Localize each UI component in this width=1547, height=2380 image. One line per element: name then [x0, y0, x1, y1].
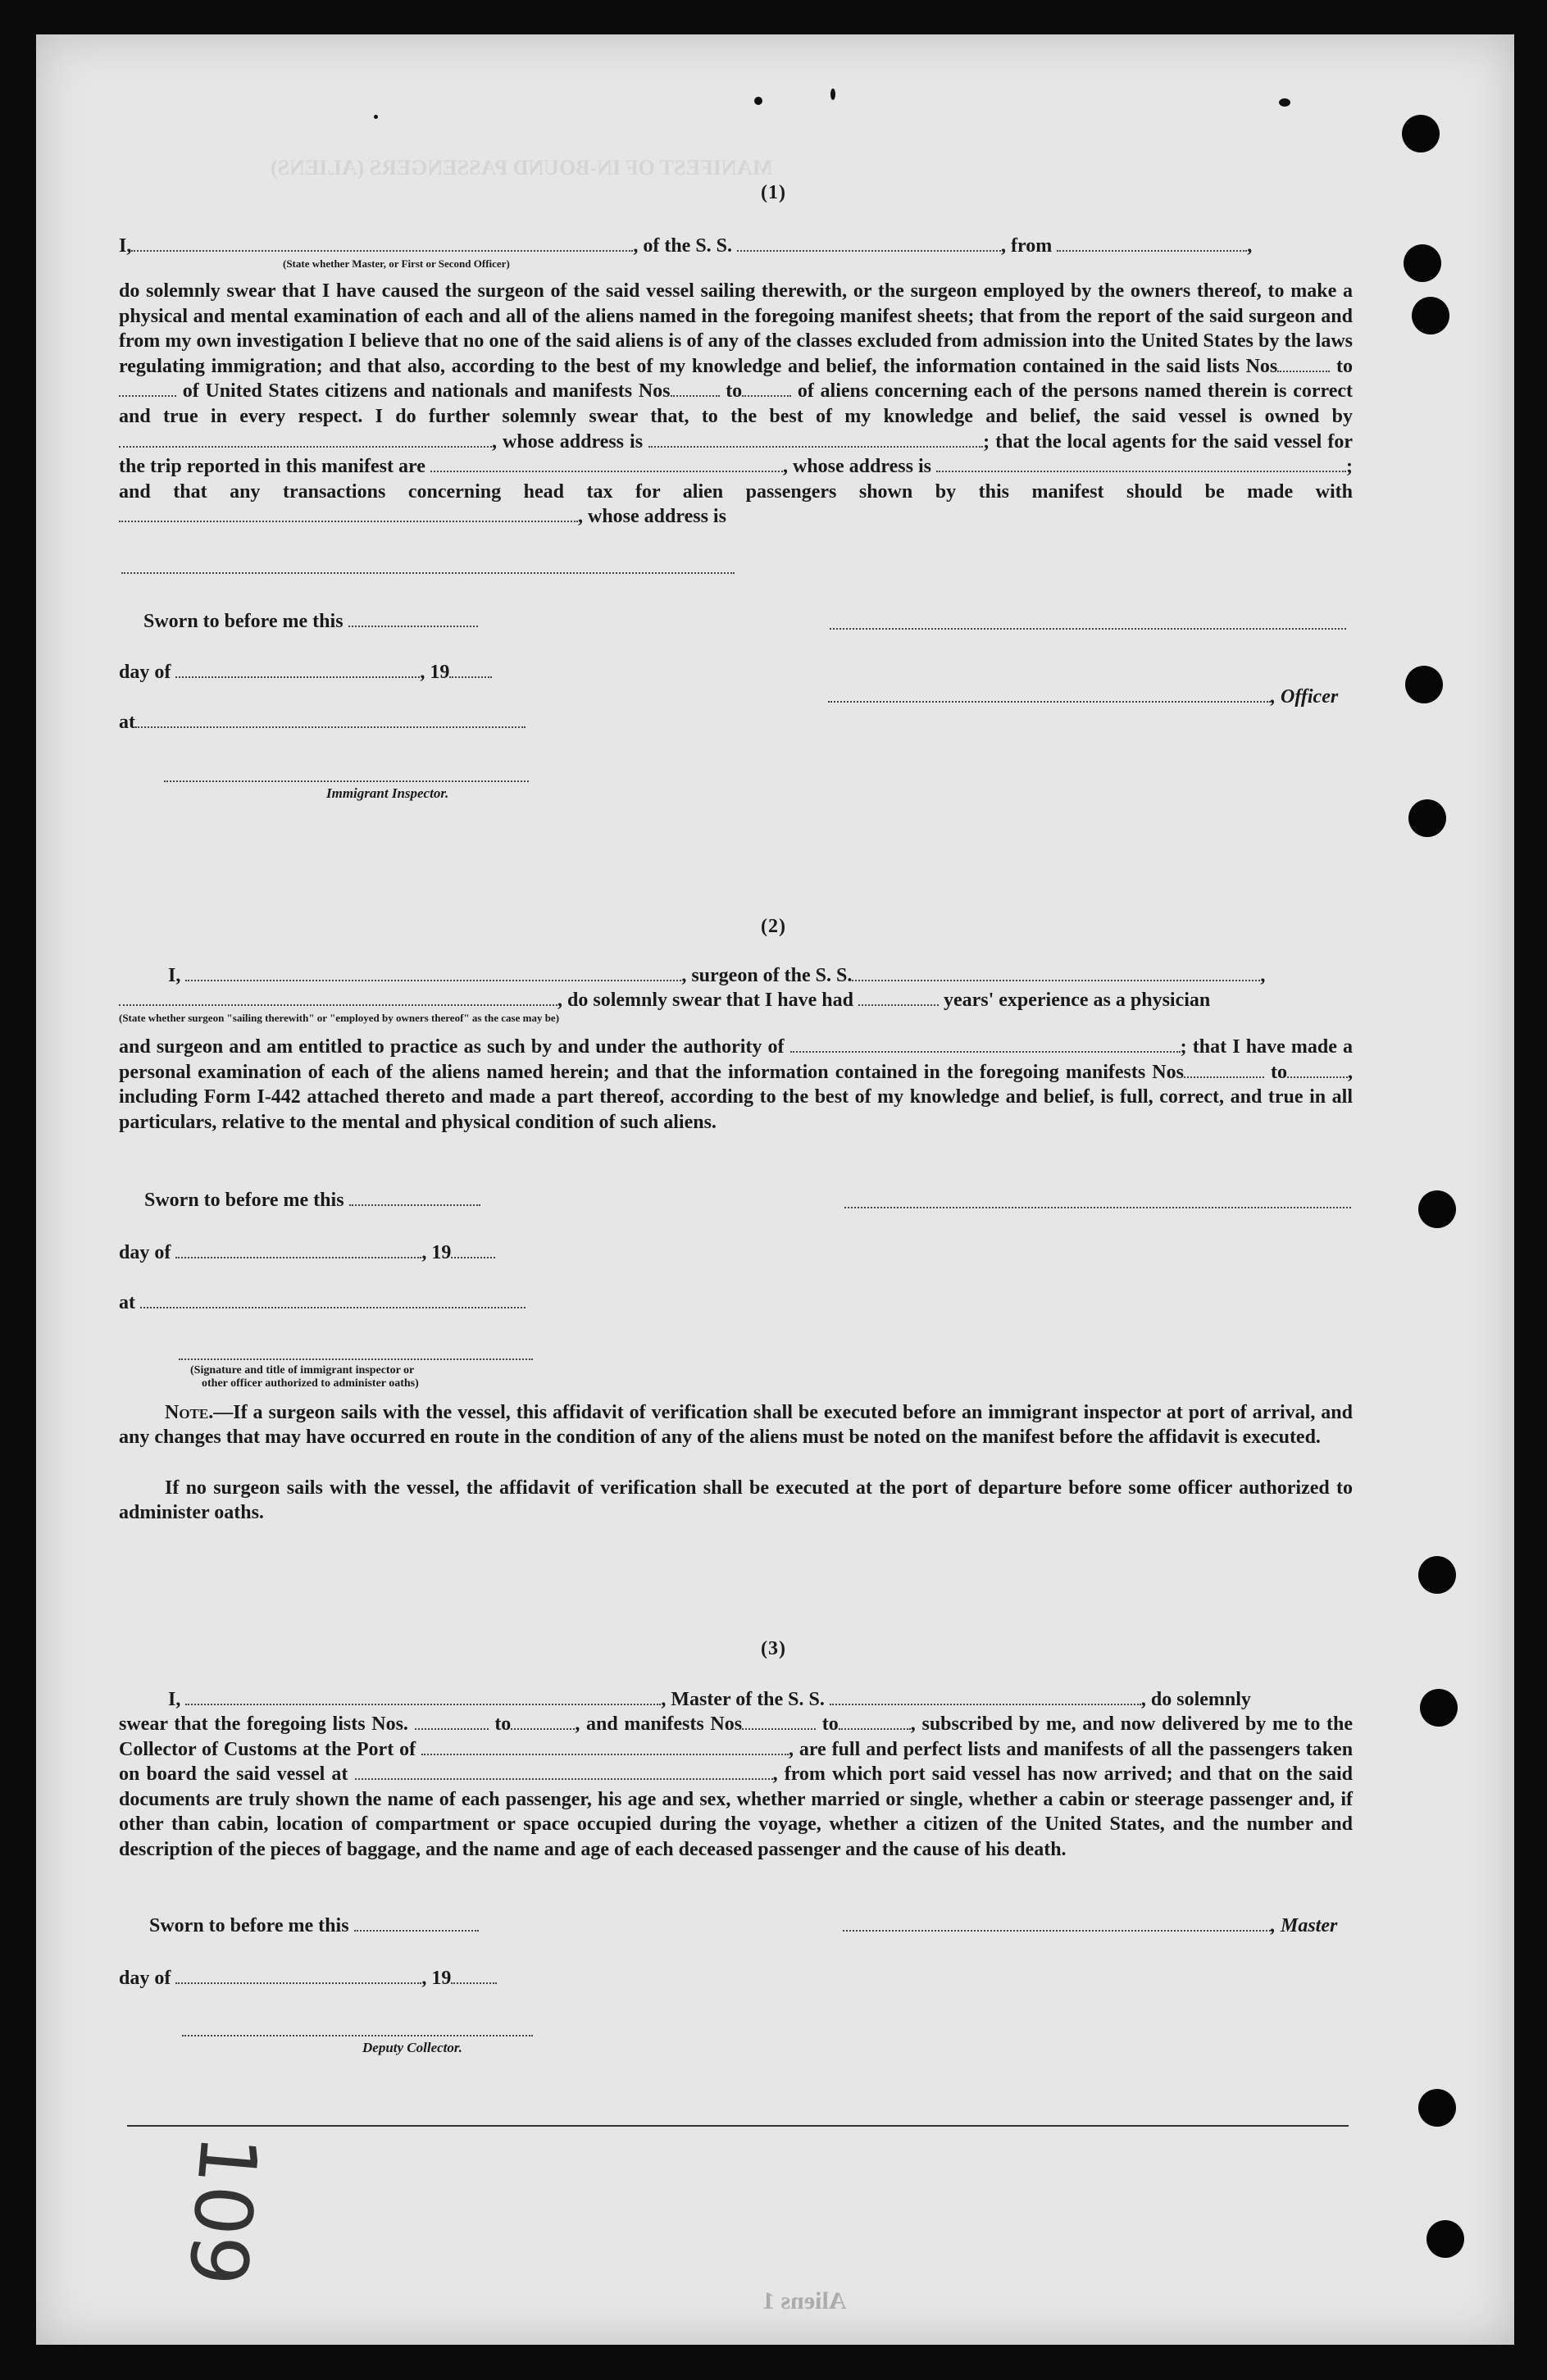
section-2-note-2: If no surgeon sails with the vessel, the affidavit of verification shall be executed at the port of departure before some officer authorized to administer oaths.	[119, 1477, 1353, 1523]
section-3-master-line: , Master	[843, 1914, 1337, 1937]
handwritten-page-number: 109	[170, 2131, 275, 2290]
bleed-through-heading: MANIFEST OF IN-BOUND PASSENGERS (ALIENS)	[271, 156, 773, 180]
section-1-number: (1)	[761, 182, 786, 203]
section-1-at: at	[119, 710, 526, 734]
section-2-day-of: day of , 19	[119, 1240, 495, 1264]
section-1-opening-line: I, , of the S. S. , from ,	[119, 235, 1253, 257]
section-1-address-line	[121, 571, 735, 574]
bleed-through-footer: Aliens 1	[762, 2287, 847, 2314]
section-2-sig-caption-2: other officer authorized to administer oaths)	[202, 1377, 419, 1390]
section-2-at: at	[119, 1290, 526, 1314]
section-2-surgeon-signature-line[interactable]	[844, 1205, 1351, 1208]
section-3-opening-line: I, , Master of the S. S. , do solemnly	[168, 1689, 1251, 1710]
binder-hole	[1404, 244, 1441, 282]
binder-hole	[1418, 2089, 1456, 2127]
section-1-sworn: Sworn to before me this	[143, 609, 478, 633]
section-2-second-line: , do solemnly swear that I have had years' experience as a physician	[119, 988, 1353, 1013]
section-3-deputy-caption: Deputy Collector.	[362, 2040, 462, 2055]
section-1-officer-signature-line[interactable]	[830, 626, 1346, 630]
speck	[374, 115, 378, 119]
section-2-body: and surgeon and am entitled to practice as such by and under the authority of ; that I have made a personal examination of each of the aliens named herein; and that the information contained in the foregoing manifests Nos to , including Form I-442 attached thereto and made a part thereof, according to the best of my knowledge and belief, is full, correct, and true in all particulars, relative to the mental and physical condition of such aliens.	[119, 1036, 1354, 1133]
binder-hole	[1408, 799, 1446, 837]
speck	[754, 97, 762, 105]
section-1-officer-line: , Officer	[828, 685, 1338, 708]
binder-hole	[1405, 666, 1443, 703]
section-3-body: swear that the foregoing lists Nos. to , and manifests Nos to , subscribed by me, and now delivered by me to the Collector of Customs at the Port of , are full and perfect lists and manifests of all the passengers taken on board the said vessel at , from which port said vessel has now arrived; and that on the said documents are truly shown the name of each passenger, his age and sex, whether married or single, whether a cabin or steerage passenger and, if other than cabin, location of compartment or space occupied during the voyage, whether a citizen of the United States, and the number and description of the pieces of baggage, and the name and age of each deceased passenger and the cause of his death.	[119, 1713, 1354, 1860]
section-2-sig-caption-1: (Signature and title of immigrant inspector or	[190, 1364, 415, 1377]
section-1-inspector-caption: Immigrant Inspector.	[326, 785, 449, 801]
section-1-inspector-signature-line[interactable]	[164, 779, 529, 782]
section-2-number: (2)	[761, 916, 786, 937]
section-3-collector-signature-line[interactable]	[182, 2033, 533, 2036]
bottom-rule	[127, 2125, 1349, 2127]
section-1-role-caption: (State whether Master, or First or Second Officer)	[283, 257, 510, 270]
section-2-opening-line: I, , surgeon of the S. S. ,	[168, 965, 1266, 986]
binder-hole	[1426, 2220, 1464, 2258]
section-3-day-of: day of , 19	[119, 1966, 497, 1990]
binder-hole	[1418, 1556, 1456, 1594]
section-2-note: Note.—If a surgeon sails with the vessel, this affidavit of verification shall be executed before an immigrant inspector at port of arrival, and any changes that may have occurred en route in the condition of any of the aliens must be noted on the manifest before the affidavit is executed.	[119, 1402, 1353, 1448]
section-3-sworn: Sworn to before me this	[149, 1914, 479, 1937]
binder-hole	[1420, 1689, 1458, 1727]
section-2-role-caption: (State whether surgeon "sailing therewith" or "employed by owners thereof" as the case may be)	[119, 1012, 560, 1024]
section-2-sworn: Sworn to before me this	[144, 1188, 480, 1212]
binder-hole	[1412, 297, 1449, 334]
binder-hole	[1418, 1190, 1456, 1228]
section-3-number: (3)	[761, 1638, 786, 1659]
speck	[830, 89, 835, 100]
section-1-day-of: day of , 19	[119, 660, 492, 684]
section-1-body: do solemnly swear that I have caused the surgeon of the said vessel sailing therewith, or the surgeon employed by the owners thereof, to make a physical and mental examination of each and all of the aliens named in the foregoing manifest sheets; that from the report of the said surgeon and from my own investigation I believe that no one of the said aliens is of any of the classes excluded from admission into the United States by the laws regulating immigration; and that also, according to the best of my knowledge and belief, the information contained in the said lists Nos to of United States citizens and nationals and manifests Nos to of aliens concerning each of the persons named therein is correct and true in every respect. I do further solemnly swear that, to the best of my knowledge and belief, the said vessel is owned by , whose address is ; that the local agents for the said vessel for the trip reported in this manifest are , whose address is ; and that any transactions concerning head tax for alien passengers shown by this manifest should be made with , whose address is	[119, 280, 1354, 528]
binder-hole	[1402, 115, 1440, 152]
speck	[1279, 98, 1290, 107]
section-2-inspector-signature-line[interactable]	[179, 1357, 533, 1360]
